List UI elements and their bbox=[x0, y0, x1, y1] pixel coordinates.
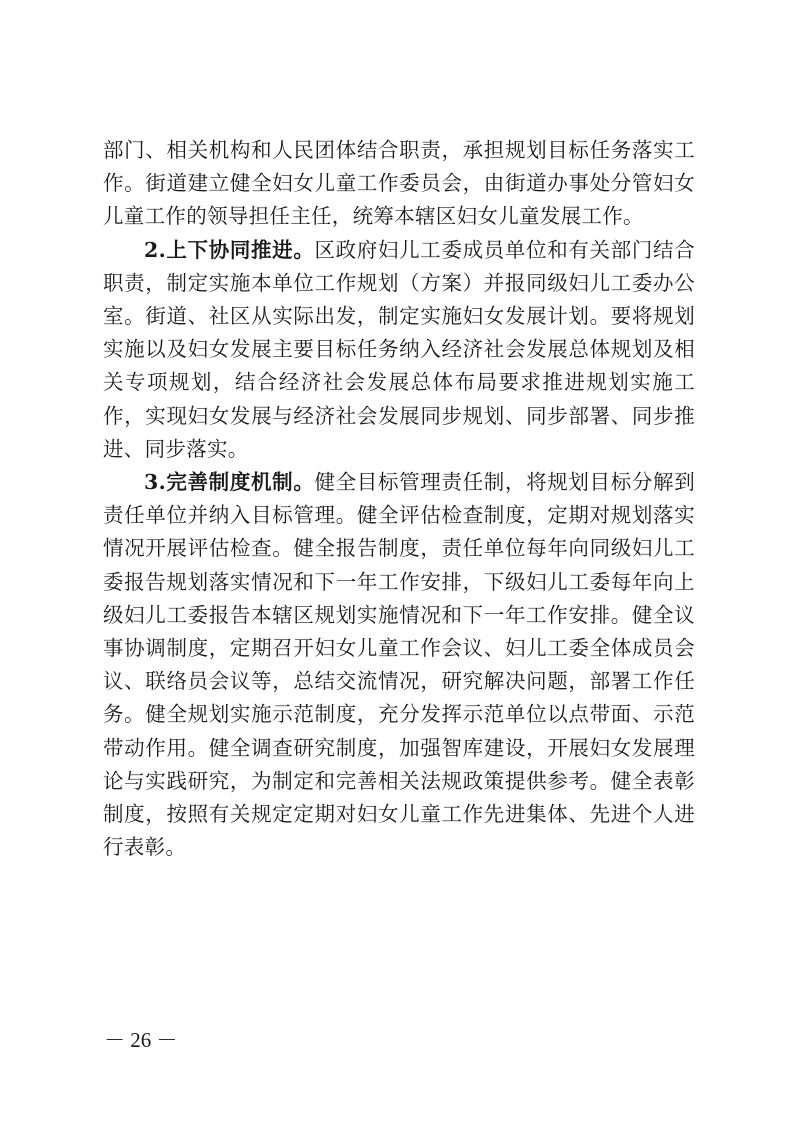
paragraph-collaboration bbox=[103, 234, 695, 466]
paragraph-text: 区政府妇儿工委成员单位和有关部门结合职责，制定实施本单位工作规划（方案）并报同级妇儿工委办公室。街道、社区从实际出发，制定实施妇女发展计划。要将规划实施以及妇女发展主要目标任务纳入经济社会发展总体规划及相关专项规划，结合经济社会发展总体布局要求推进规划实施工作，实现妇女发展与经济社会发展同步规划、同步部署、同步推进、同步落实。 bbox=[103, 237, 695, 461]
paragraph-heading: 2.上下协同推进。 bbox=[144, 237, 315, 262]
paragraph-text: 部门、相关机构和人民团体结合职责，承担规划目标任务落实工作。街道建立健全妇女儿童工作委员会，由街道办事处分管妇女儿童工作的领导担任主任，统筹本辖区妇女儿童发展工作。 bbox=[103, 138, 695, 229]
paragraph-heading: 3.完善制度机制。 bbox=[144, 470, 315, 495]
paragraph-text: 健全目标管理责任制，将规划目标分解到责任单位并纳入目标管理。健全评估检查制度，定期对规划落实情况开展评估检查。健全报告制度，责任单位每年向同级妇儿工委报告规划落实情况和下一年工作安排，下级妇儿工委每年向上级妇儿工委报告本辖区规划实施情况和下一年工作安排。健全议事协调制度，定期召开妇女儿童工作会议、妇儿工委全体成员会议、联络员会议等，总结交流情况，研究解决问题，部署工作任务。健全规划实施示范制度，充分发挥示范单位以点带面、示范带动作用。健全调查研究制度，加强智库建设，开展妇女发展理论与实践研究，为制定和完善相关法规政策提供参考。健全表彰制度，按照有关规定定期对妇女儿童工作先进集体、先进个人进行表彰。 bbox=[103, 470, 695, 860]
paragraph-institutions bbox=[103, 466, 695, 864]
paragraph-continuation bbox=[103, 134, 695, 234]
document-body bbox=[103, 134, 695, 864]
page-number: － 26 － bbox=[104, 1028, 178, 1052]
